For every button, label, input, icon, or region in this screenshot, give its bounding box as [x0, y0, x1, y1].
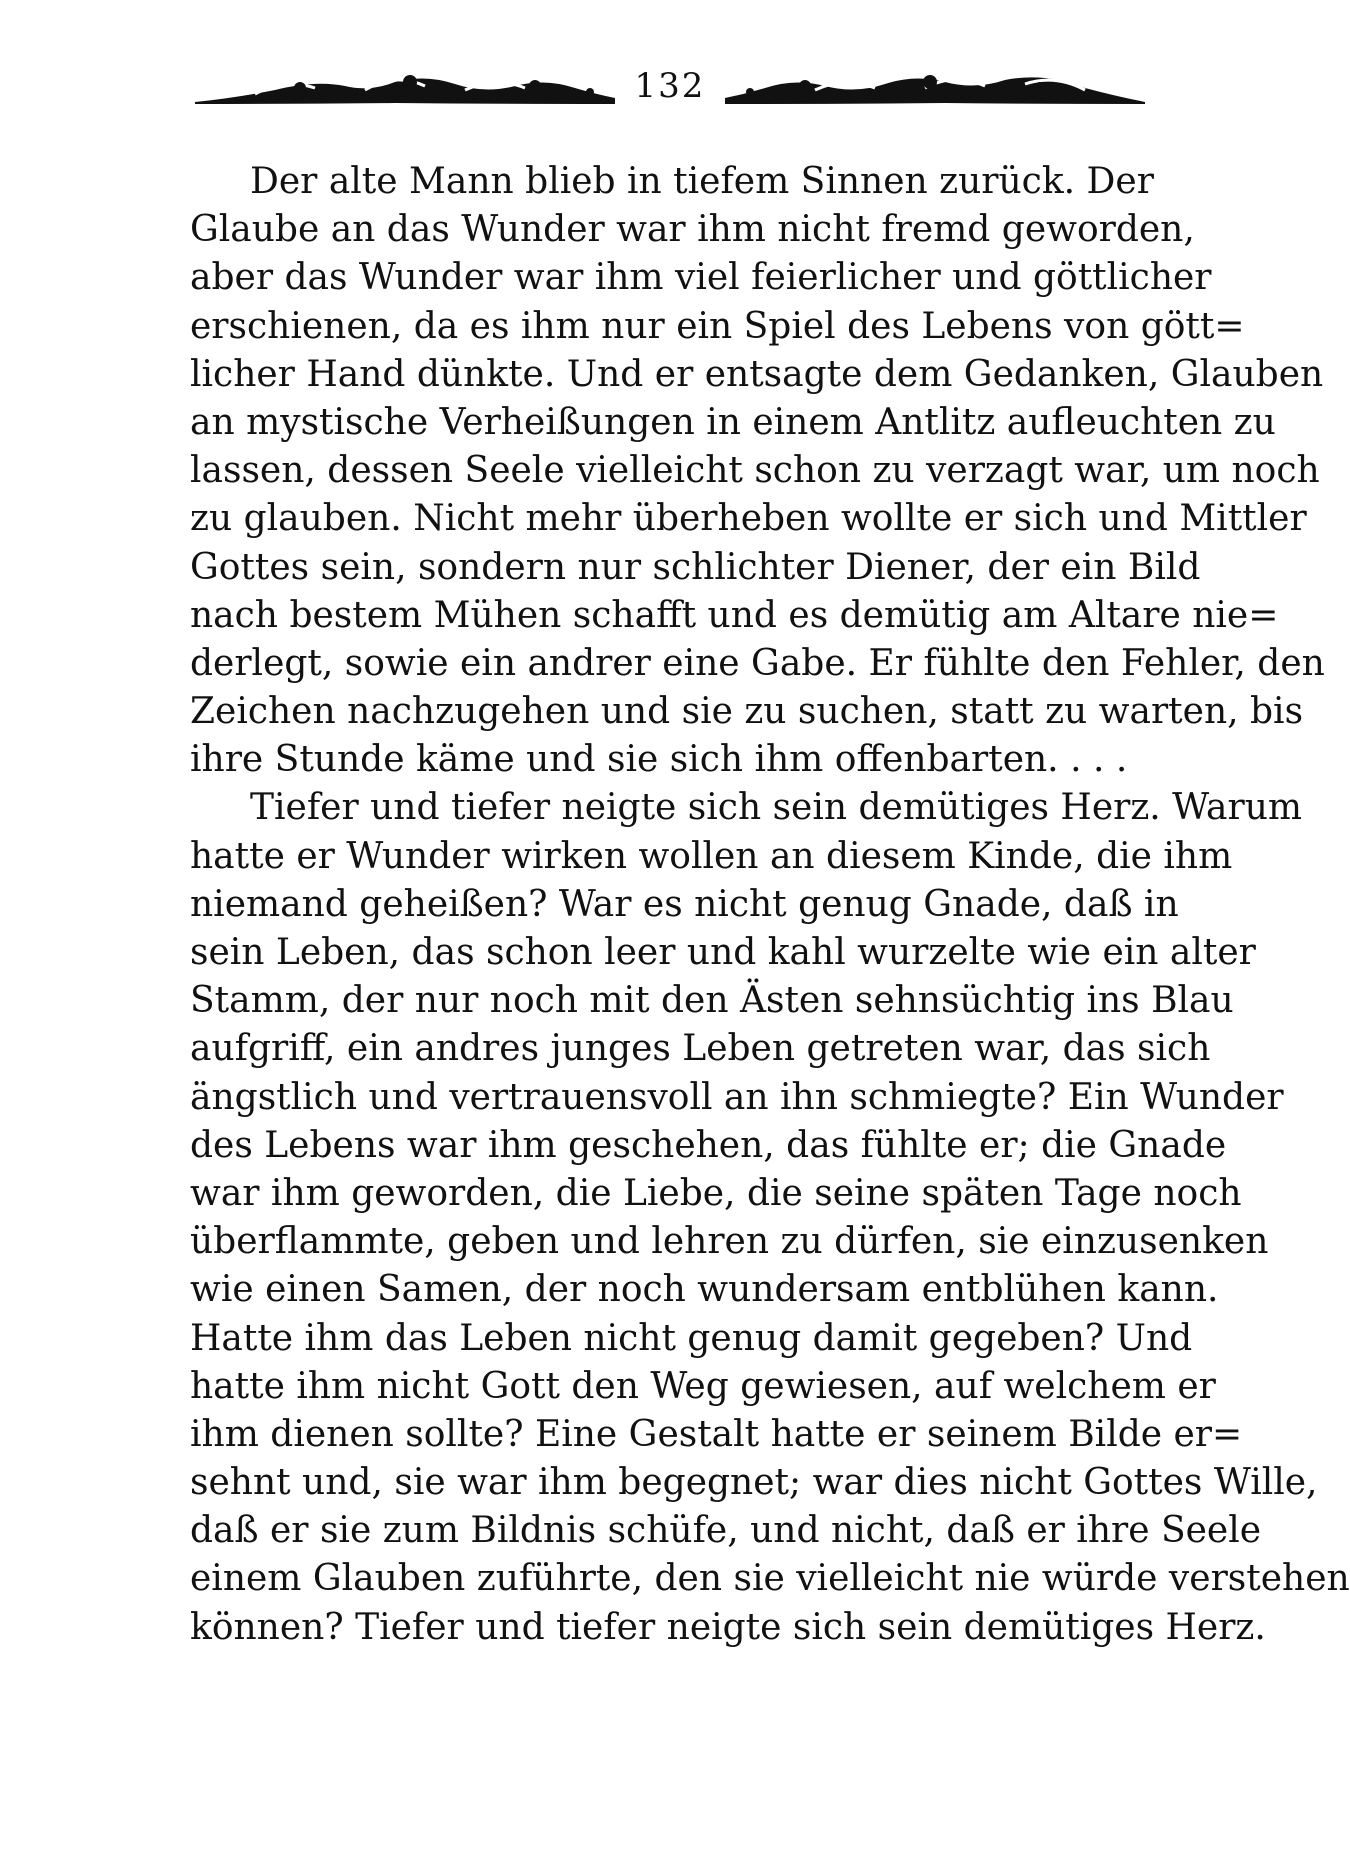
text-line: des Lebens war ihm geschehen, das fühlte er; die Gnade	[190, 1124, 1227, 1166]
text-line: Tiefer und tiefer neigte sich sein demütiges Herz. Warum	[250, 787, 1303, 829]
text-line: Stamm, der nur noch mit den Ästen sehnsüchtig ins Blau	[190, 980, 1234, 1022]
text-line: nach bestem Mühen schafft und es demütig am Altare nie=	[190, 594, 1279, 636]
text-line: Zeichen nachzugehen und sie zu suchen, statt zu warten, bis	[190, 691, 1304, 733]
text-line: ihm dienen sollte? Eine Gestalt hatte er seinem Bilde er=	[190, 1413, 1243, 1455]
text-line: aber das Wunder war ihm viel feierlicher und göttlicher	[190, 257, 1212, 299]
text-line: ihre Stunde käme und sie sich ihm offenbarten. . . .	[190, 739, 1128, 781]
page-header	[195, 60, 1145, 120]
text-line: war ihm geworden, die Liebe, die seine späten Tage noch	[190, 1172, 1242, 1214]
text-line: daß er sie zum Bildnis schüfe, und nicht, daß er ihre Seele	[190, 1510, 1262, 1552]
body-text	[190, 158, 1350, 1652]
text-line: hatte er Wunder wirken wollen an diesem Kinde, die ihm	[190, 835, 1233, 877]
text-line: sehnt und, sie war ihm begegnet; war dies nicht Gottes Wille,	[190, 1462, 1318, 1504]
paragraph-1	[190, 158, 1325, 784]
text-line: Gottes sein, sondern nur schlichter Diener, der ein Bild	[190, 546, 1201, 588]
text-line: derlegt, sowie ein andrer eine Gabe. Er fühlte den Fehler, den	[190, 642, 1325, 684]
paragraph-2	[190, 784, 1350, 1651]
text-line: einem Glauben zuführte, den sie vielleicht nie würde verstehen	[190, 1558, 1350, 1600]
text-line: niemand geheißen? War es nicht genug Gnade, daß in	[190, 883, 1179, 925]
text-line: hatte ihm nicht Gott den Weg gewiesen, auf welchem er	[190, 1365, 1216, 1407]
text-line: können? Tiefer und tiefer neigte sich sein demütiges Herz.	[190, 1606, 1266, 1648]
right-ornament-icon	[725, 68, 1145, 112]
text-line: überflammte, geben und lehren zu dürfen, sie einzusenken	[190, 1221, 1269, 1263]
text-line: licher Hand dünkte. Und er entsagte dem Gedanken, Glauben	[190, 353, 1324, 395]
text-line: Hatte ihm das Leben nicht genug damit gegeben? Und	[190, 1317, 1193, 1359]
text-line: Der alte Mann blieb in tiefem Sinnen zurück. Der	[250, 161, 1154, 202]
text-line: aufgriff, ein andres junges Leben getreten war, das sich	[190, 1028, 1211, 1070]
text-line: lassen, dessen Seele vielleicht schon zu verzagt war, um noch	[190, 450, 1320, 492]
text-line: zu glauben. Nicht mehr überheben wollte er sich und Mittler	[190, 498, 1307, 540]
text-line: Glaube an das Wunder war ihm nicht fremd geworden,	[190, 209, 1195, 251]
page-number: 132	[634, 66, 706, 106]
text-line: erschienen, da es ihm nur ein Spiel des Lebens von gött=	[190, 305, 1245, 347]
text-line: ängstlich und vertrauensvoll an ihn schmiegte? Ein Wunder	[190, 1076, 1284, 1118]
text-line: wie einen Samen, der noch wundersam entblühen kann.	[190, 1269, 1219, 1311]
text-line: an mystische Verheißungen in einem Antlitz aufleuchten zu	[190, 401, 1276, 443]
text-line: sein Leben, das schon leer und kahl wurzelte wie ein alter	[190, 932, 1256, 973]
